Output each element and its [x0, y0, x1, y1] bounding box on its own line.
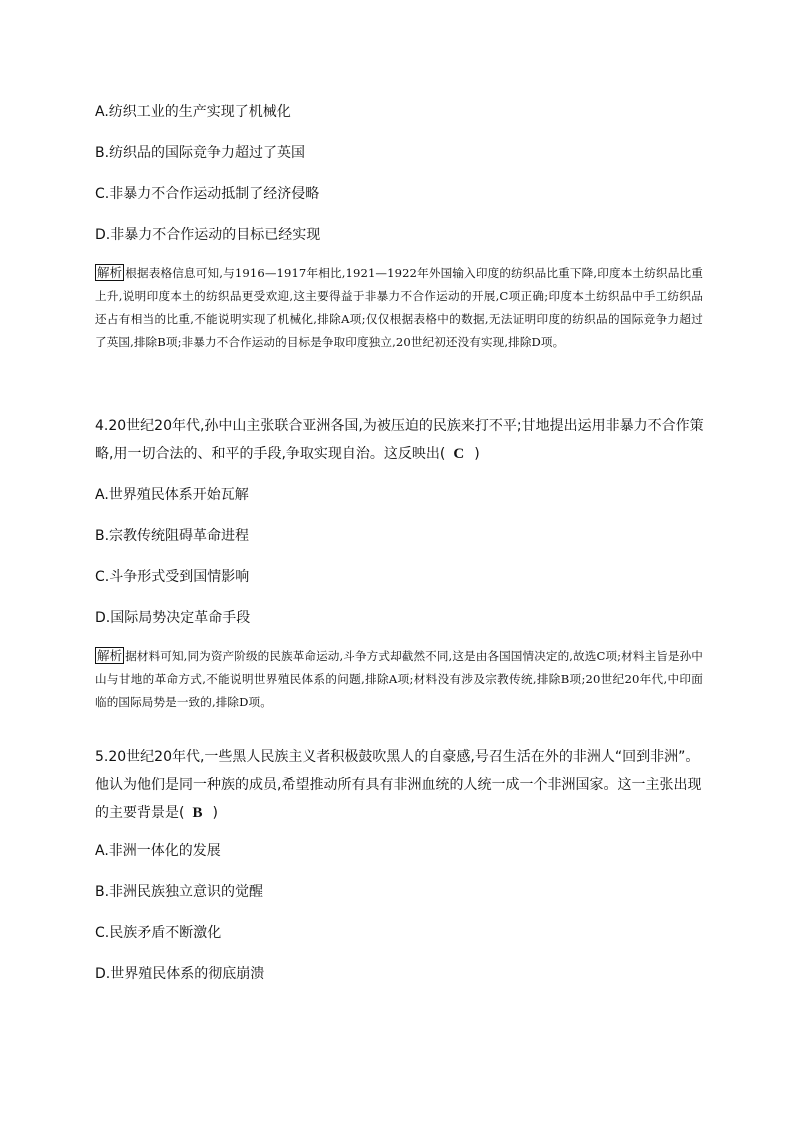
analysis-tag: 解析: [97, 648, 123, 663]
q5-option-a: A.非洲一体化的发展: [95, 843, 221, 859]
q4-option-b: B.宗教传统阻碍革命进程: [95, 528, 250, 544]
q4-option-c: C.斗争形式受到国情影响: [95, 569, 250, 585]
q5-answer: B: [192, 805, 203, 821]
q4-stem-close: ): [474, 446, 480, 462]
q4-analysis: [95, 645, 703, 714]
q3-option-b: B.纺织品的国际竞争力超过了英国: [95, 145, 306, 161]
q3-analysis-text: 根据表格信息可知,与1916—1917年相比,1921—1922年外国输入印度的纺织品比重下降,印度本土纺织品比重上升,说明印度本土的纺织品更受欢迎,这主要得益于非暴力不合作运动的开展,C项正确;印度本土纺织品中手工纺织品还占有相当的比重,不能说明实现了机械化,排除A项;仅仅根据表格中的数据,无法证明印度的纺织品的国际竞争力超过了英国,排除B项;非暴力不合作运动的目标是争取印度独立,20世纪初还没有实现,排除D项。: [95, 266, 703, 349]
q5-option-b: B.非洲民族独立意识的觉醒: [95, 884, 264, 900]
q4-stem-text: 4.20世纪20年代,孙中山主张联合亚洲各国,为被压迫的民族来打不平;甘地提出运用非暴力不合作策略,用一切合法的、和平的手段,争取实现自治。这反映出(: [95, 418, 704, 462]
q4-stem: [95, 412, 705, 468]
q3-option-a: A.纺织工业的生产实现了机械化: [95, 104, 291, 120]
q5-stem-text: 5.20世纪20年代,一些黑人民族主义者积极鼓吹黑人的自豪感,号召生活在外的非洲人“回到非洲”。他认为他们是同一种族的成员,希望推动所有具有非洲血统的人统一成一个非洲国家。这一主张出现的主要背景是(: [95, 749, 702, 821]
q5-stem: [95, 743, 705, 827]
q4-analysis-text: 据材料可知,同为资产阶级的民族革命运动,斗争方式却截然不同,这是由各国国情决定的,故选C项;材料主旨是孙中山与甘地的革命方式,不能说明世界殖民体系的问题,排除A项;材料没有涉及宗教传统,排除B项;20世纪20年代,中印面临的国际局势是一致的,排除D项。: [95, 649, 703, 709]
q5-stem-close: ): [212, 805, 218, 821]
analysis-tag: 解析: [97, 265, 123, 280]
q4-option-d: D.国际局势决定革命手段: [95, 610, 251, 626]
q4-option-a: A.世界殖民体系开始瓦解: [95, 487, 249, 503]
q3-option-d: D.非暴力不合作运动的目标已经实现: [95, 227, 321, 243]
q5-option-d: D.世界殖民体系的彻底崩溃: [95, 966, 265, 982]
q3-option-c: C.非暴力不合作运动抵制了经济侵略: [95, 186, 320, 202]
q3-analysis: [95, 262, 703, 354]
q4-answer: C: [453, 446, 465, 462]
q5-option-c: C.民族矛盾不断激化: [95, 925, 222, 941]
